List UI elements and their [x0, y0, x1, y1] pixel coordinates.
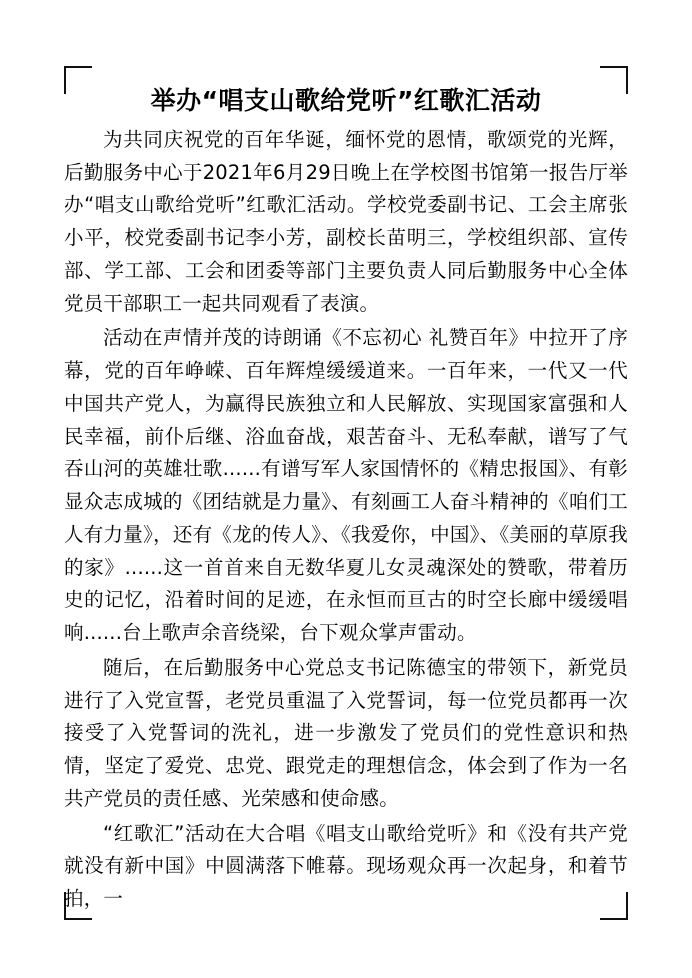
document-body: [64, 80, 628, 918]
paragraph-3: 随后，在后勤服务中心党总支书记陈德宝的带领下，新党员进行了入党宣誓，老党员重温了入党誓词，每一位党员都再一次接受了入党誓词的洗礼，进一步激发了党员们的党性意识和热情，坚定了爱党、忠党、跟党走的理想信念，体会到了作为一名共产党员的责任感、光荣感和使命感。: [64, 655, 628, 810]
paragraph-2: 活动在声情并茂的诗朗诵《不忘初心 礼赞百年》中拉开了序幕，党的百年峥嵘、百年辉煌缓缓道来。一百年来，一代又一代中国共产党人，为赢得民族独立和人民解放、实现国家富强和人民幸福，前仆后继、浴血奋战，艰苦奋斗、无私奉献，谱写了气吞山河的英雄壮歌......有谱写军人家国情怀的《精忠报国》、有彰显众志成城的《团结就是力量》、有刻画工人奋斗精神的《咱们工人有力量》，还有《龙的传人》、《我爱你，中国》、《美丽的草原我的家》......这一首首来自无数华夏儿女灵魂深处的赞歌，带着历史的记忆，沿着时间的足迹，在永恒而亘古的时空长廊中缓缓唱响......台上歌声余音绕梁，台下观众掌声雷动。: [64, 326, 628, 644]
page-title: 举办“唱支山歌给党听”红歌汇活动: [150, 86, 542, 115]
paragraph-4: “红歌汇”活动在大合唱《唱支山歌给党听》和《没有共产党就没有新中国》中圆满落下帷幕。现场观众再一次起身，和着节拍，一: [64, 821, 628, 910]
paragraph-1: 为共同庆祝党的百年华诞，缅怀党的恩情，歌颂党的光辉，后勤服务中心于2021年6月29日晚上在学校图书馆第一报告厅举办“唱支山歌给党听”红歌汇活动。学校党委副书记、工会主席张小平，校党委副书记李小芳，副校长苗明三，学校组织部、宣传部、学工部、工会和团委等部门主要负责人同后勤服务中心全体党员干部职工一起共同观看了表演。: [64, 127, 628, 315]
